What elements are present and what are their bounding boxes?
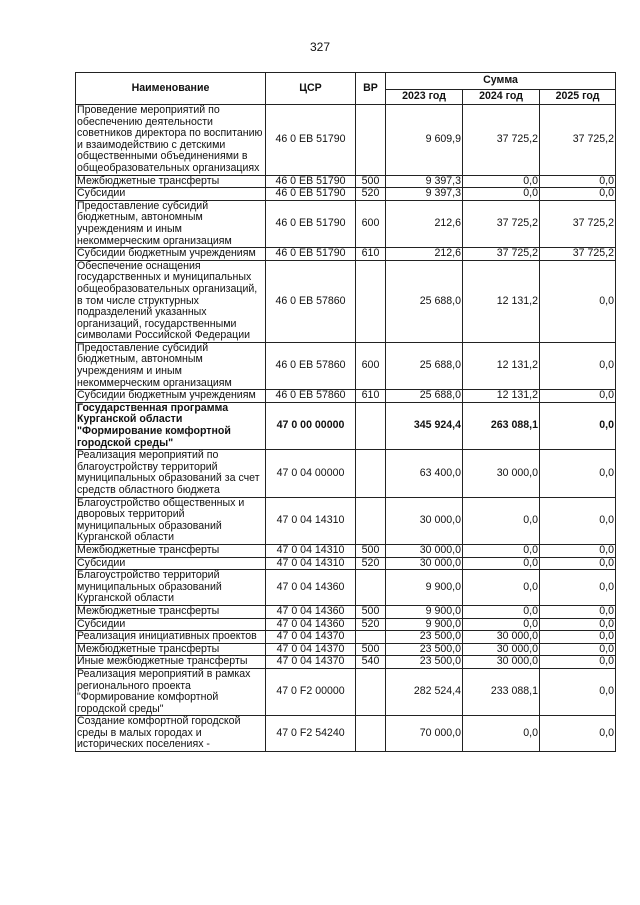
table-row [76,497,616,544]
row-sum-2024: 0,0 [463,716,540,752]
row-sum-2025: 0,0 [540,402,616,449]
table-row [76,450,616,497]
table-header [76,73,616,105]
row-name: Предоставление субсидий бюджетным, автономным учреждениям и иным некоммерческим организациям [76,342,266,389]
row-sum-2025: 37 725,2 [540,200,616,247]
row-sum-2025: 0,0 [540,342,616,389]
row-name: Реализация инициативных проектов [76,631,266,644]
row-vr: 500 [356,605,386,618]
row-sum-2025: 0,0 [540,605,616,618]
row-sum-2024: 0,0 [463,544,540,557]
page-number: 327 [309,40,331,54]
table-row [76,643,616,656]
row-sum-2023: 63 400,0 [386,450,463,497]
row-name: Создание комфортной городской среды в малых городах и исторических поселениях - [76,716,266,752]
header-name: Наименование [76,73,266,105]
row-name: Предоставление субсидий бюджетным, автономным учреждениям и иным некоммерческим организациям [76,200,266,247]
row-vr: 520 [356,618,386,631]
row-sum-2024: 37 725,2 [463,200,540,247]
row-name: Субсидии бюджетным учреждениям [76,248,266,261]
row-sum-2023: 25 688,0 [386,390,463,403]
row-csr: 47 0 F2 54240 [266,716,356,752]
row-vr: 600 [356,200,386,247]
row-sum-2023: 9 397,3 [386,175,463,188]
row-csr: 46 0 EB 57860 [266,390,356,403]
row-sum-2025: 0,0 [540,188,616,201]
row-csr: 46 0 EB 57860 [266,342,356,389]
row-csr: 47 0 04 14360 [266,570,356,606]
row-sum-2024: 30 000,0 [463,643,540,656]
table-body [76,105,616,752]
row-sum-2023: 70 000,0 [386,716,463,752]
row-sum-2025: 37 725,2 [540,105,616,176]
row-name: Межбюджетные трансферты [76,175,266,188]
row-sum-2024: 0,0 [463,497,540,544]
header-vr: ВР [356,73,386,105]
row-csr: 47 0 F2 00000 [266,668,356,715]
row-csr: 47 0 04 00000 [266,450,356,497]
row-csr: 46 0 EB 57860 [266,260,356,342]
row-sum-2023: 23 500,0 [386,643,463,656]
row-sum-2023: 212,6 [386,200,463,247]
row-sum-2025: 37 725,2 [540,248,616,261]
table-row [76,188,616,201]
row-sum-2025: 0,0 [540,390,616,403]
row-vr: 520 [356,557,386,570]
row-sum-2023: 282 524,4 [386,668,463,715]
table-row [76,716,616,752]
row-name: Субсидии [76,188,266,201]
row-sum-2025: 0,0 [540,618,616,631]
row-sum-2023: 345 924,4 [386,402,463,449]
row-vr: 500 [356,544,386,557]
row-csr: 46 0 EB 51790 [266,188,356,201]
row-name: Благоустройство территорий муниципальных образований Курганской области [76,570,266,606]
header-csr: ЦСР [266,73,356,105]
row-sum-2024: 233 088,1 [463,668,540,715]
table-row [76,570,616,606]
row-sum-2025: 0,0 [540,175,616,188]
row-csr: 47 0 00 00000 [266,402,356,449]
row-sum-2024: 37 725,2 [463,248,540,261]
row-name: Межбюджетные трансферты [76,643,266,656]
header-year-2025: 2025 год [540,90,616,105]
table-row [76,390,616,403]
row-sum-2025: 0,0 [540,497,616,544]
table-row [76,557,616,570]
row-sum-2023: 9 900,0 [386,618,463,631]
row-sum-2023: 23 500,0 [386,656,463,669]
row-csr: 47 0 04 14360 [266,605,356,618]
row-name: Межбюджетные трансферты [76,605,266,618]
row-sum-2025: 0,0 [540,557,616,570]
table-row [76,260,616,342]
row-sum-2025: 0,0 [540,544,616,557]
row-sum-2024: 30 000,0 [463,631,540,644]
row-csr: 47 0 04 14310 [266,497,356,544]
row-csr: 47 0 04 14370 [266,631,356,644]
row-sum-2024: 0,0 [463,188,540,201]
table-row [76,200,616,247]
header-year-2024: 2024 год [463,90,540,105]
table-row [76,631,616,644]
table-row [76,544,616,557]
row-vr [356,497,386,544]
row-name: Субсидии бюджетным учреждениям [76,390,266,403]
header-sum: Сумма [386,73,616,90]
row-sum-2023: 9 397,3 [386,188,463,201]
row-sum-2024: 0,0 [463,618,540,631]
row-sum-2025: 0,0 [540,570,616,606]
row-sum-2025: 0,0 [540,716,616,752]
row-vr: 520 [356,188,386,201]
row-vr: 540 [356,656,386,669]
row-name: Межбюджетные трансферты [76,544,266,557]
row-csr: 47 0 04 14310 [266,557,356,570]
row-name: Благоустройство общественных и дворовых территорий муниципальных образований Курганской области [76,497,266,544]
row-sum-2023: 9 900,0 [386,605,463,618]
row-vr: 600 [356,342,386,389]
table-row [76,618,616,631]
table-row [76,175,616,188]
row-sum-2025: 0,0 [540,668,616,715]
table-row [76,656,616,669]
header-year-2023: 2023 год [386,90,463,105]
row-name: Реализация мероприятий в рамках регионального проекта "Формирование комфортной городской среды" [76,668,266,715]
table-row [76,402,616,449]
table-row [76,105,616,176]
row-vr [356,668,386,715]
row-sum-2023: 30 000,0 [386,497,463,544]
row-sum-2024: 0,0 [463,605,540,618]
row-sum-2023: 212,6 [386,248,463,261]
budget-table [75,72,616,752]
row-sum-2024: 12 131,2 [463,342,540,389]
row-sum-2023: 25 688,0 [386,342,463,389]
row-csr: 46 0 EB 51790 [266,248,356,261]
row-name: Иные межбюджетные трансферты [76,656,266,669]
row-name: Государственная программа Курганской области "Формирование комфортной городской среды" [76,402,266,449]
row-vr [356,402,386,449]
row-csr: 47 0 04 14360 [266,618,356,631]
row-sum-2023: 9 900,0 [386,570,463,606]
row-sum-2023: 30 000,0 [386,544,463,557]
row-sum-2024: 0,0 [463,570,540,606]
row-csr: 47 0 04 14370 [266,643,356,656]
row-sum-2025: 0,0 [540,643,616,656]
row-name: Субсидии [76,557,266,570]
row-csr: 46 0 EB 51790 [266,105,356,176]
row-sum-2025: 0,0 [540,450,616,497]
row-sum-2024: 263 088,1 [463,402,540,449]
row-sum-2023: 23 500,0 [386,631,463,644]
row-sum-2024: 37 725,2 [463,105,540,176]
row-sum-2024: 12 131,2 [463,390,540,403]
row-csr: 47 0 04 14370 [266,656,356,669]
row-vr [356,716,386,752]
row-csr: 47 0 04 14310 [266,544,356,557]
row-csr: 46 0 EB 51790 [266,175,356,188]
row-sum-2024: 30 000,0 [463,450,540,497]
row-sum-2023: 30 000,0 [386,557,463,570]
row-name: Обеспечение оснащения государственных и муниципальных общеобразовательных организаций, в том числе структурных подразделений указанных организаций, государственными символами Российской Федерации [76,260,266,342]
row-name: Субсидии [76,618,266,631]
row-vr [356,260,386,342]
row-vr: 500 [356,175,386,188]
row-vr [356,631,386,644]
row-sum-2023: 25 688,0 [386,260,463,342]
row-vr [356,105,386,176]
row-vr: 500 [356,643,386,656]
table-row [76,248,616,261]
row-sum-2025: 0,0 [540,631,616,644]
row-csr: 46 0 EB 51790 [266,200,356,247]
row-vr: 610 [356,390,386,403]
row-vr: 610 [356,248,386,261]
row-sum-2024: 30 000,0 [463,656,540,669]
row-sum-2024: 0,0 [463,175,540,188]
row-sum-2023: 9 609,9 [386,105,463,176]
row-sum-2025: 0,0 [540,260,616,342]
row-vr [356,450,386,497]
row-name: Реализация мероприятий по благоустройству территорий муниципальных образований за счет средств областного бюджета [76,450,266,497]
row-sum-2024: 0,0 [463,557,540,570]
table-row [76,342,616,389]
row-sum-2024: 12 131,2 [463,260,540,342]
table-row [76,605,616,618]
row-vr [356,570,386,606]
row-name: Проведение мероприятий по обеспечению деятельности советников директора по воспитанию и взаимодействию с детскими общественными объединениями в общеобразовательных организациях [76,105,266,176]
table-row [76,668,616,715]
row-sum-2025: 0,0 [540,656,616,669]
